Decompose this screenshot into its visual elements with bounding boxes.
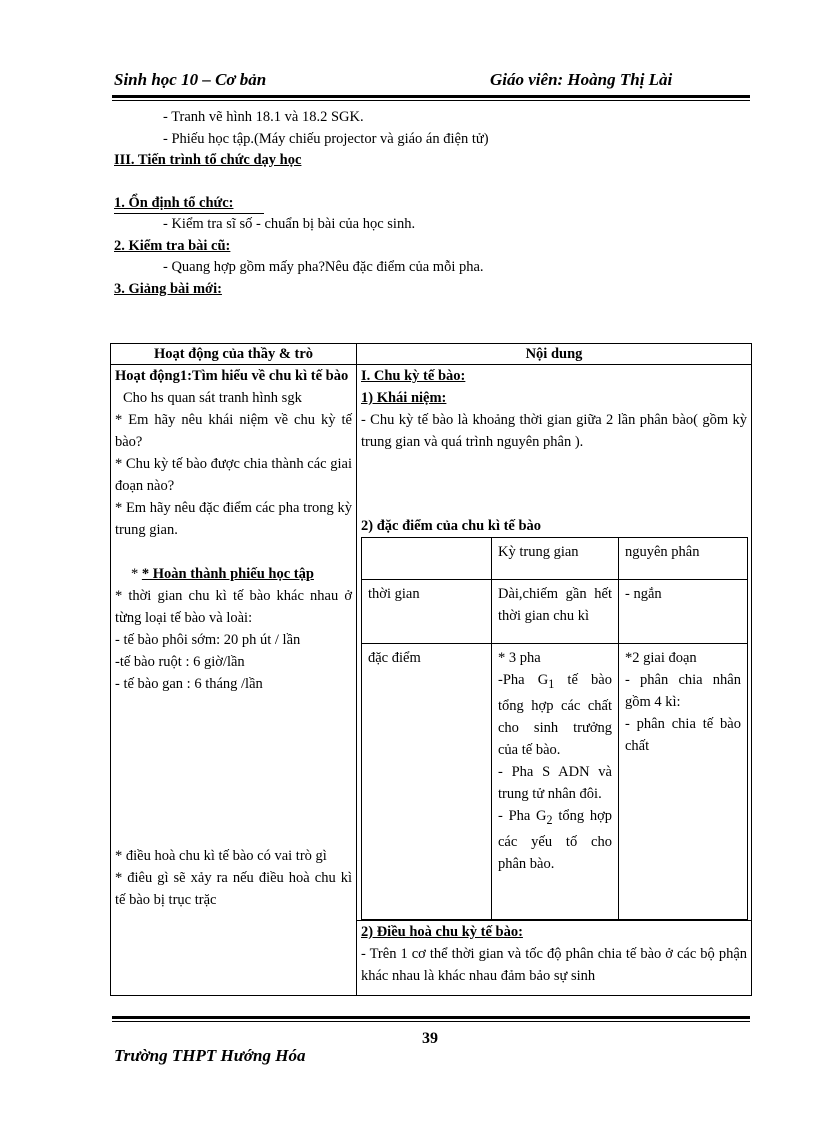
question-line: * điêu gì sẽ xảy ra nếu điều hoà chu kì tế bào bị trục trặc	[115, 870, 352, 908]
phase-g1: -Pha $G_1$ tế bào tổng hợp các chất cho sinh trưởng của tế bào.	[498, 672, 612, 758]
inner-header-empty	[362, 538, 492, 580]
page-number: 39	[422, 1030, 438, 1047]
mitosis-nucleus: - phân chia nhân gồm 4 kì:	[625, 672, 741, 710]
row-time-label: thời gian	[362, 580, 492, 644]
step1-text: - Kiểm tra sĩ số - chuẩn bị bài của học sinh.	[163, 216, 416, 232]
col-header-content: Nội dung	[357, 344, 752, 365]
sub1-text: - Chu kỳ tế bào là khoảng thời gian giữa 2 lần phân bào( gồm kỳ trung gian và quá trình nguyên phân ).	[361, 412, 747, 450]
phase-g2: - Pha $G_2$ tổng hợp các yếu tố cho phân bào.	[498, 807, 612, 872]
mitosis-stages: *2 giai đoạn	[625, 650, 697, 666]
row-feature-interphase	[492, 644, 619, 920]
row-time-interphase: Dài,chiếm gần hết thời gian chu kì	[492, 580, 619, 644]
header-subject: Sinh học 10 – Cơ bản	[114, 70, 267, 89]
sub2-title: 2) đặc điểm của chu kì tế bào	[361, 518, 542, 534]
worksheet-line: - tế bào gan : 6 tháng /lần	[115, 676, 263, 692]
inner-header-interphase: Kỳ trung gian	[492, 538, 619, 580]
sub3-block	[357, 920, 751, 987]
step1-title: 1. Ổn định tổ chức:	[114, 195, 234, 211]
row-feature-label: đặc điểm	[362, 644, 492, 920]
mitosis-cytoplasm: - phân chia tế bào chất	[625, 716, 741, 754]
question-line: * điều hoà chu kì tế bào có vai trò gì	[115, 848, 327, 864]
row-time-mitosis: - ngắn	[619, 580, 748, 644]
material-line-2: - Phiếu học tập.(Máy chiếu projector và giáo án điện tử)	[163, 131, 489, 147]
step3-title: 3. Giảng bài mới:	[114, 281, 222, 297]
material-line-1: - Tranh vẽ hình 18.1 và 18.2 SGK.	[163, 109, 364, 125]
row-feature-mitosis	[619, 644, 748, 920]
activity-line: * Em hãy nêu khái niệm về chu kỳ tế bào?	[115, 412, 352, 450]
inner-header-mitosis: nguyên phân	[619, 538, 748, 580]
footer-rule-thick	[112, 1016, 750, 1019]
header-rule-thin	[112, 100, 750, 101]
content-cell	[357, 365, 752, 996]
activity-line: * Chu kỳ tế bào được chia thành các giai đoạn nào?	[115, 456, 352, 494]
step1-underline	[114, 213, 264, 214]
header-rule-thick	[112, 95, 750, 98]
activity-line: Cho hs quan sát tranh hình sgk	[123, 390, 302, 406]
section-title: I. Chu kỳ tế bào:	[361, 368, 466, 384]
phase-s: - Pha S ADN và trung tử nhân đôi.	[498, 763, 612, 802]
sub3-text: - Trên 1 cơ thể thời gian và tốc độ phân chia tế bào ở các bộ phận khác nhau là khác nhau đảm bảo sự sinh	[361, 946, 747, 984]
phase-table	[361, 537, 748, 920]
worksheet-title: * Hoàn thành phiếu học tập	[141, 566, 314, 582]
worksheet-title-wrap: * * Hoàn thành phiếu học tập	[131, 566, 314, 582]
worksheet-line: * thời gian chu kì tế bào khác nhau ở từng loại tế bào và loài:	[115, 588, 352, 626]
sub1-title: 1) Khái niệm:	[361, 390, 447, 406]
activity-title: Hoạt động1:Tìm hiểu về chu kì tế bào	[115, 368, 349, 384]
activity-cell	[111, 365, 357, 996]
footer-rule-thin	[112, 1021, 750, 1022]
col-header-activity: Hoạt động của thầy & trò	[111, 344, 357, 365]
worksheet-line: -tế bào ruột : 6 giờ/lần	[115, 654, 245, 670]
footer-school: Trường THPT Hướng Hóa	[114, 1046, 306, 1065]
section3-title: III. Tiến trình tổ chức dạy học	[114, 152, 302, 168]
activity-line: * Em hãy nêu đặc điểm các pha trong kỳ trung gian.	[115, 500, 352, 538]
lesson-table	[110, 343, 752, 996]
phase-count: * 3 pha	[498, 650, 541, 666]
header-teacher: Giáo viên: Hoàng Thị Lài	[490, 70, 673, 89]
step2-text: - Quang hợp gồm mấy pha?Nêu đặc điểm của mỗi pha.	[163, 259, 484, 275]
sub3-title: 2) Điều hoà chu kỳ tế bào:	[361, 924, 523, 940]
step2-title: 2. Kiểm tra bài cũ:	[114, 238, 231, 254]
worksheet-line: - tế bào phôi sớm: 20 ph út / lần	[115, 632, 301, 648]
